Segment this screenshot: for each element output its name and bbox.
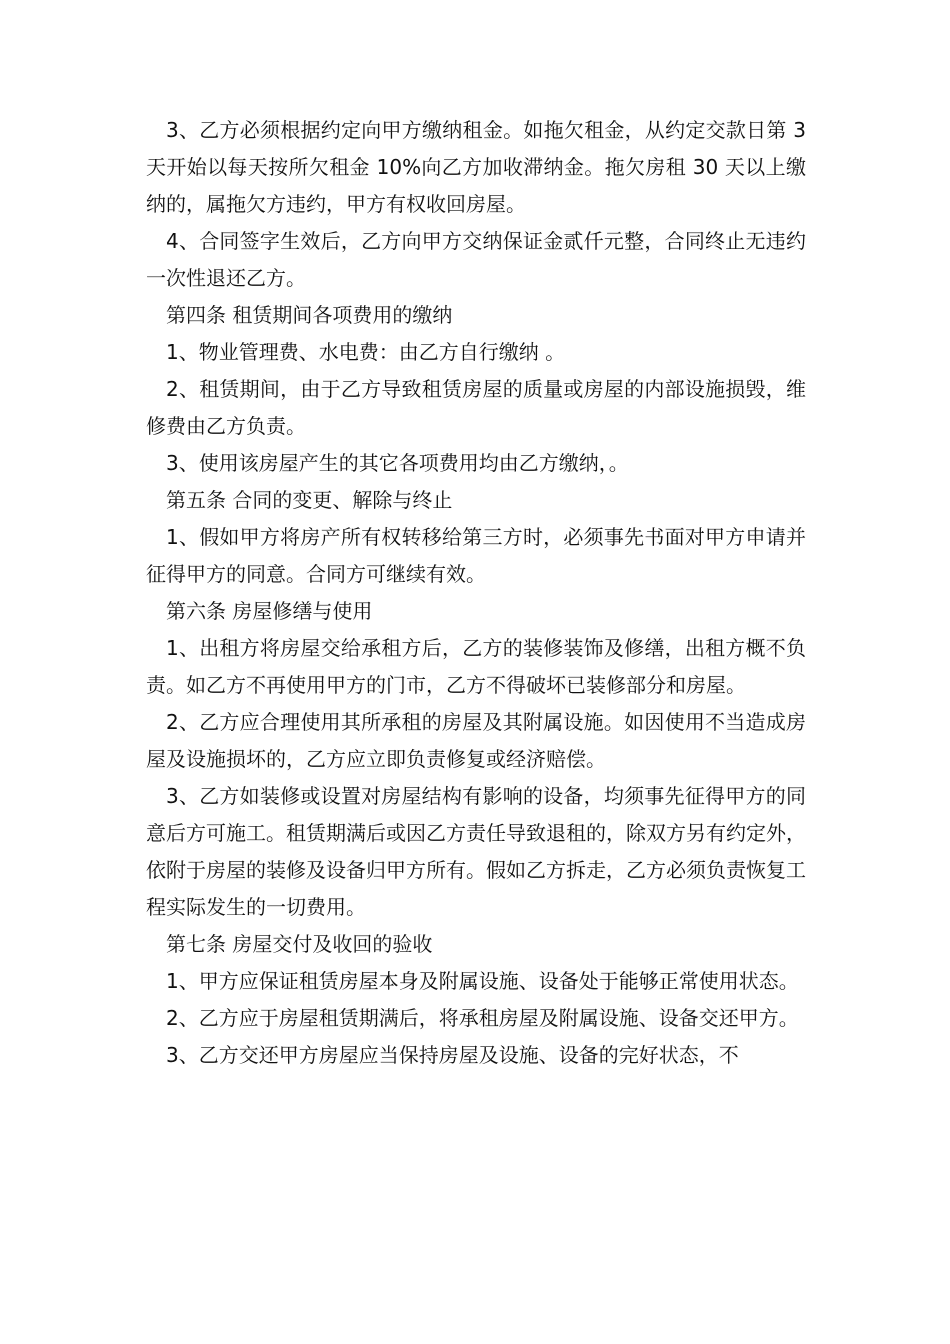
clause-6-2-proper-use: 2、乙方应合理使用其所承租的房屋及其附属设施。如因使用不当造成房屋及设施损坏的，乙方应立即负责修复或经济赔偿。 (146, 710, 806, 771)
clause-4-3-other-fees: 3、使用该房屋产生的其它各项费用均由乙方缴纳，。 (166, 451, 629, 475)
clause-7-2-return: 2、乙方应于房屋租赁期满后，将承租房屋及附属设施、设备交还甲方。 (166, 1006, 799, 1030)
clause-4-1-utilities: 1、物业管理费、水电费：由乙方自行缴纳 。 (166, 340, 566, 364)
clause-5-1-ownership-transfer: 1、假如甲方将房产所有权转移给第三方时，必须事先书面对甲方申请并征得甲方的同意。合同方可继续有效。 (146, 525, 806, 586)
clause-7-1-delivery-condition: 1、甲方应保证租赁房屋本身及附属设施、设备处于能够正常使用状态。 (166, 969, 799, 993)
article-4-heading: 第四条 租赁期间各项费用的缴纳 (166, 303, 453, 327)
article-5-heading: 第五条 合同的变更、解除与终止 (166, 488, 453, 512)
article-6-heading: 第六条 房屋修缮与使用 (166, 599, 373, 623)
clause-7-3-return-condition: 3、乙方交还甲方房屋应当保持房屋及设施、设备的完好状态，不 (166, 1043, 739, 1067)
document-page (146, 112, 806, 1074)
clause-6-1-decoration: 1、出租方将房屋交给承租方后，乙方的装修装饰及修缮，出租方概不负责。如乙方不再使用甲方的门市，乙方不得破坏已装修部分和房屋。 (146, 636, 806, 697)
clause-3-4-deposit: 4、合同签字生效后，乙方向甲方交纳保证金贰仟元整，合同终止无违约一次性退还乙方。 (146, 229, 806, 290)
article-7-heading: 第七条 房屋交付及收回的验收 (166, 932, 433, 956)
clause-3-3-rent-payment: 3、乙方必须根据约定向甲方缴纳租金。如拖欠租金，从约定交款日第 3 天开始以每天按所欠租金 10%向乙方加收滞纳金。拖欠房租 30 天以上缴纳的，属拖欠方违约，甲方有权收回房屋。 (146, 118, 806, 216)
clause-6-3-structural-changes: 3、乙方如装修或设置对房屋结构有影响的设备，均须事先征得甲方的同意后方可施工。租赁期满后或因乙方责任导致退租的，除双方另有约定外，依附于房屋的装修及设备归甲方所有。假如乙方拆走，乙方必须负责恢复工程实际发生的一切费用。 (146, 784, 806, 919)
clause-4-2-repairs: 2、租赁期间，由于乙方导致租赁房屋的质量或房屋的内部设施损毁，维修费由乙方负责。 (146, 377, 806, 438)
